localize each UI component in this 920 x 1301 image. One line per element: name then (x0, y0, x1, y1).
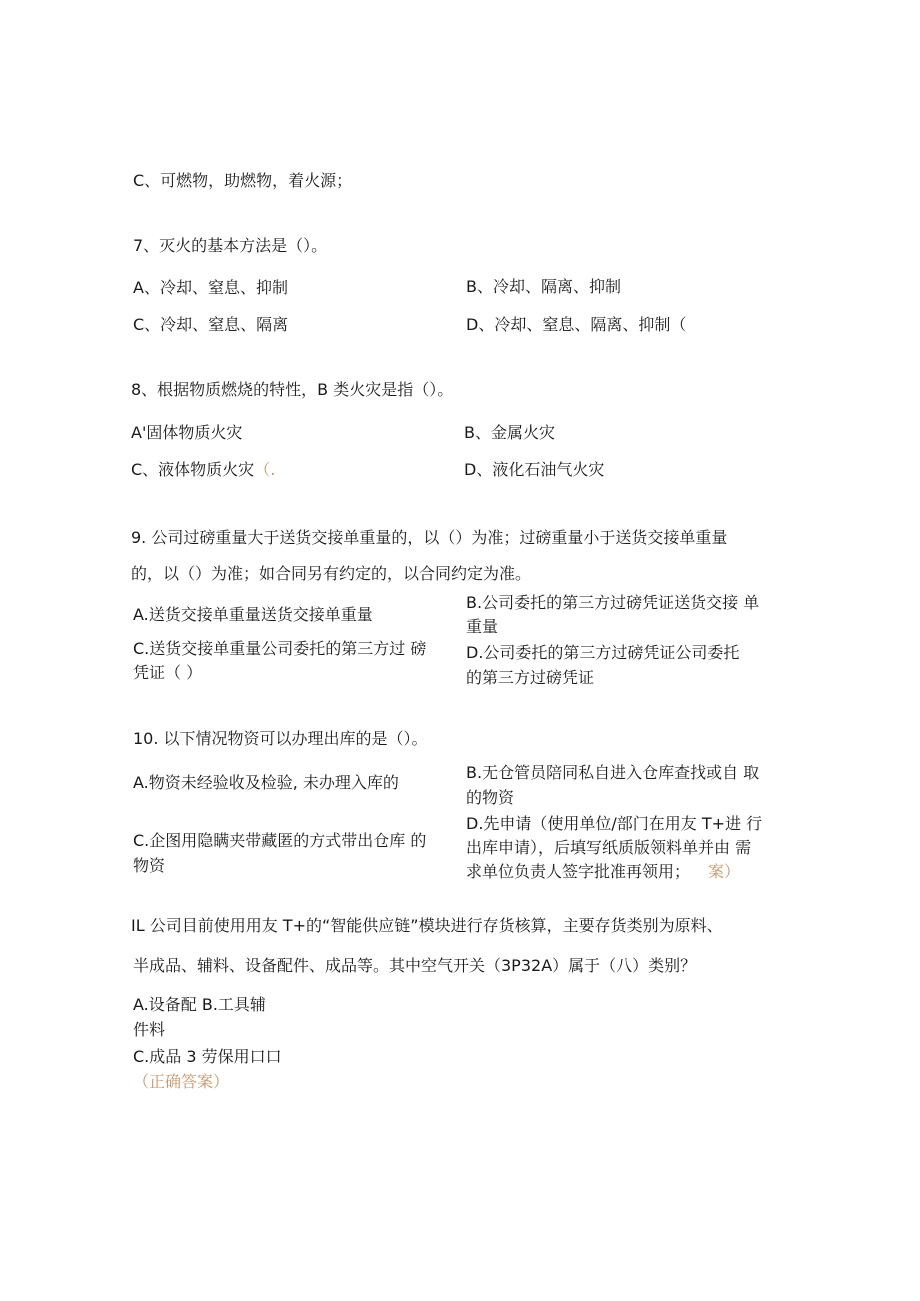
q6-option-c: C、可燃物，助燃物，着火源； (133, 171, 353, 190)
q8-option-a: A'固体物质火灾 (131, 423, 243, 442)
q7-stem: 7、灭火的基本方法是（）。 (133, 236, 328, 255)
q9-option-a: A.送货交接单重量送货交接单重量 (133, 605, 373, 624)
q11-answer-hint: （正确答案） (133, 1072, 230, 1091)
q11-stem-line1: IL 公司目前使用用友 T+的“智能供应链”模块进行存货核算，主要存货类别为原料、 (131, 916, 723, 935)
q7-option-b: B、冷却、隔离、抑制 (466, 277, 621, 296)
q9-option-c-line2: 凭证（ ） (133, 663, 203, 682)
q11-stem-line2: 半成品、辅料、设备配件、成品等。其中空气开关（3P32A）属于（八）类别？ (133, 956, 697, 975)
q8-option-c (131, 459, 275, 481)
q7-option-c: C、冷却、窒息、隔离 (133, 315, 289, 334)
q9-option-c-line1: C.送货交接单重量公司委托的第三方过 磅 (133, 639, 427, 658)
q9-stem-line2: 的，以（）为准；如合同另有约定的，以合同约定为准。 (131, 564, 532, 583)
q11-options-line2: 件料 (133, 1020, 166, 1039)
q9-option-b-line1: B.公司委托的第三方过磅凭证送货交接 单 (466, 593, 760, 612)
q10-option-d-line3-text: 求单位负责人签字批准再领用； (466, 862, 691, 881)
q8-option-d: D、液化石油气火灾 (464, 460, 605, 479)
q10-option-d-line2: 出库申请），后填写纸质版领料单并由 需 (466, 838, 752, 857)
q9-option-b-line2: 重量 (466, 617, 499, 636)
q10-option-a: A.物资未经验收及检验, 未办理入库的 (133, 773, 399, 792)
q10-option-c-line2: 物资 (133, 856, 166, 875)
q11-options-line3: C.成品 3 劳保用口口 (133, 1047, 282, 1066)
q10-option-b-line1: B.无仓管员陪同私自进入仓库查找或自 取 (466, 763, 760, 782)
q10-stem: 10. 以下情况物资可以办理出库的是（）。 (133, 729, 428, 748)
q9-option-d-line1: D.公司委托的第三方过磅凭证公司委托 (466, 643, 740, 662)
q7-option-d: D、冷却、窒息、隔离、抑制（ (466, 315, 687, 334)
q10-option-d-line3 (466, 861, 740, 883)
q8-option-b: B、金属火灾 (464, 423, 555, 442)
q10-option-c-line1: C.企图用隐瞒夹带藏匿的方式带出仓库 的 (133, 831, 427, 850)
q11-options-line1: A.设备配 B.工具辅 (133, 995, 266, 1014)
q9-option-d-line2: 的第三方过磅凭证 (466, 668, 595, 687)
q8-stem: 8、根据物质燃烧的特性，B 类火灾是指（）。 (131, 380, 454, 399)
q10-option-d-line1: D.先申请（使用单位/部门在用友 T+进 行 (466, 814, 763, 833)
q10-option-d-hint: 案） (708, 862, 741, 881)
q10-option-b-line2: 的物资 (466, 788, 515, 807)
q9-stem-line1: 9. 公司过磅重量大于送货交接单重量的，以（）为准；过磅重量小于送货交接单重量 (131, 528, 728, 547)
q8-option-c-hint: （. (254, 460, 276, 479)
q8-option-c-text: C、液体物质火灾 (131, 460, 255, 479)
q7-option-a: A、冷却、窒息、抑制 (133, 278, 288, 297)
